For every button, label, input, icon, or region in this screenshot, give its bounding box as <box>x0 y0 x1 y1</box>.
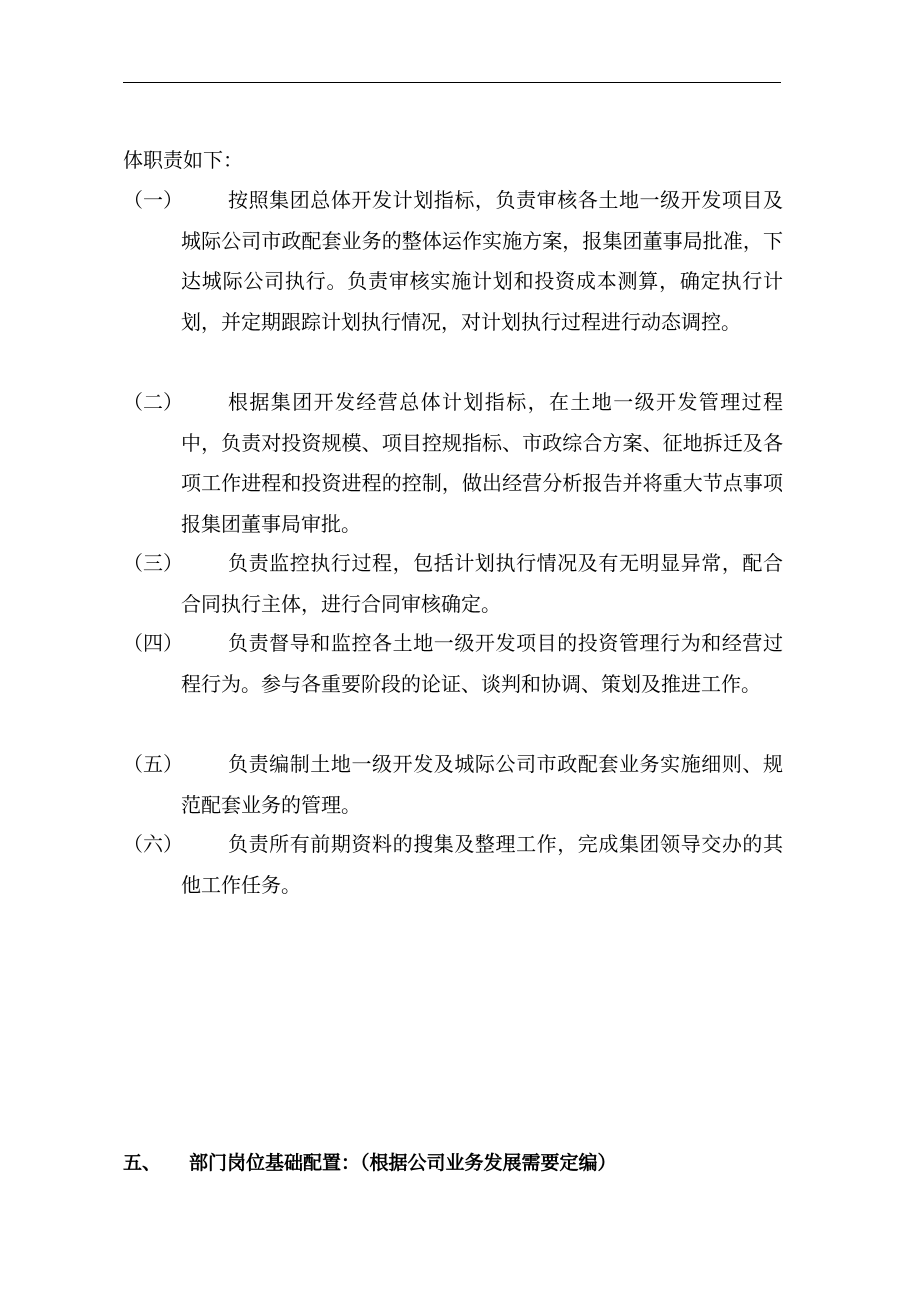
duty-item-5 <box>123 744 783 825</box>
section-heading <box>123 1146 617 1180</box>
duty-item-4 <box>123 623 783 704</box>
duty-item-marker: （三） <box>123 551 183 575</box>
duty-item-marker: （一） <box>123 188 183 212</box>
duty-item-marker: （五） <box>123 752 183 776</box>
duty-item-text: 负责编制土地一级开发及城际公司市政配套业务实施细则、规范配套业务的管理。 <box>181 752 783 817</box>
duty-item-2 <box>123 382 783 544</box>
duty-item-marker: （四） <box>123 631 183 655</box>
duty-item-6 <box>123 824 783 905</box>
section-number: 五、 <box>123 1152 162 1174</box>
intro-line: 体职责如下： <box>123 148 243 172</box>
duty-item-marker: （六） <box>123 832 183 856</box>
duty-item-marker: （二） <box>123 390 183 414</box>
duty-item-text: 按照集团总体开发计划指标，负责审核各土地一级开发项目及城际公司市政配套业务的整体运作实施方案，报集团董事局批准，下达城际公司执行。负责审核实施计划和投资成本测算，确定执行计划，并定期跟踪计划执行情况，对计划执行过程进行动态调控。 <box>181 188 783 334</box>
duty-item-text: 根据集团开发经营总体计划指标，在土地一级开发管理过程中，负责对投资规模、项目控规指标、市政综合方案、征地拆迁及各项工作进程和投资进程的控制，做出经营分析报告并将重大节点事项报集团董事局审批。 <box>181 390 783 536</box>
duty-item-text: 负责督导和监控各土地一级开发项目的投资管理行为和经营过程行为。参与各重要阶段的论证、谈判和协调、策划及推进工作。 <box>181 631 783 696</box>
duty-item-text: 负责监控执行过程，包括计划执行情况及有无明显异常，配合合同执行主体，进行合同审核确定。 <box>181 551 783 616</box>
header-rule <box>123 82 781 83</box>
duty-item-3 <box>123 543 783 624</box>
duty-item-text: 负责所有前期资料的搜集及整理工作，完成集团领导交办的其他工作任务。 <box>181 832 783 897</box>
duty-item-1 <box>123 180 783 342</box>
section-title: 部门岗位基础配置：（根据公司业务发展需要定编） <box>189 1152 617 1174</box>
